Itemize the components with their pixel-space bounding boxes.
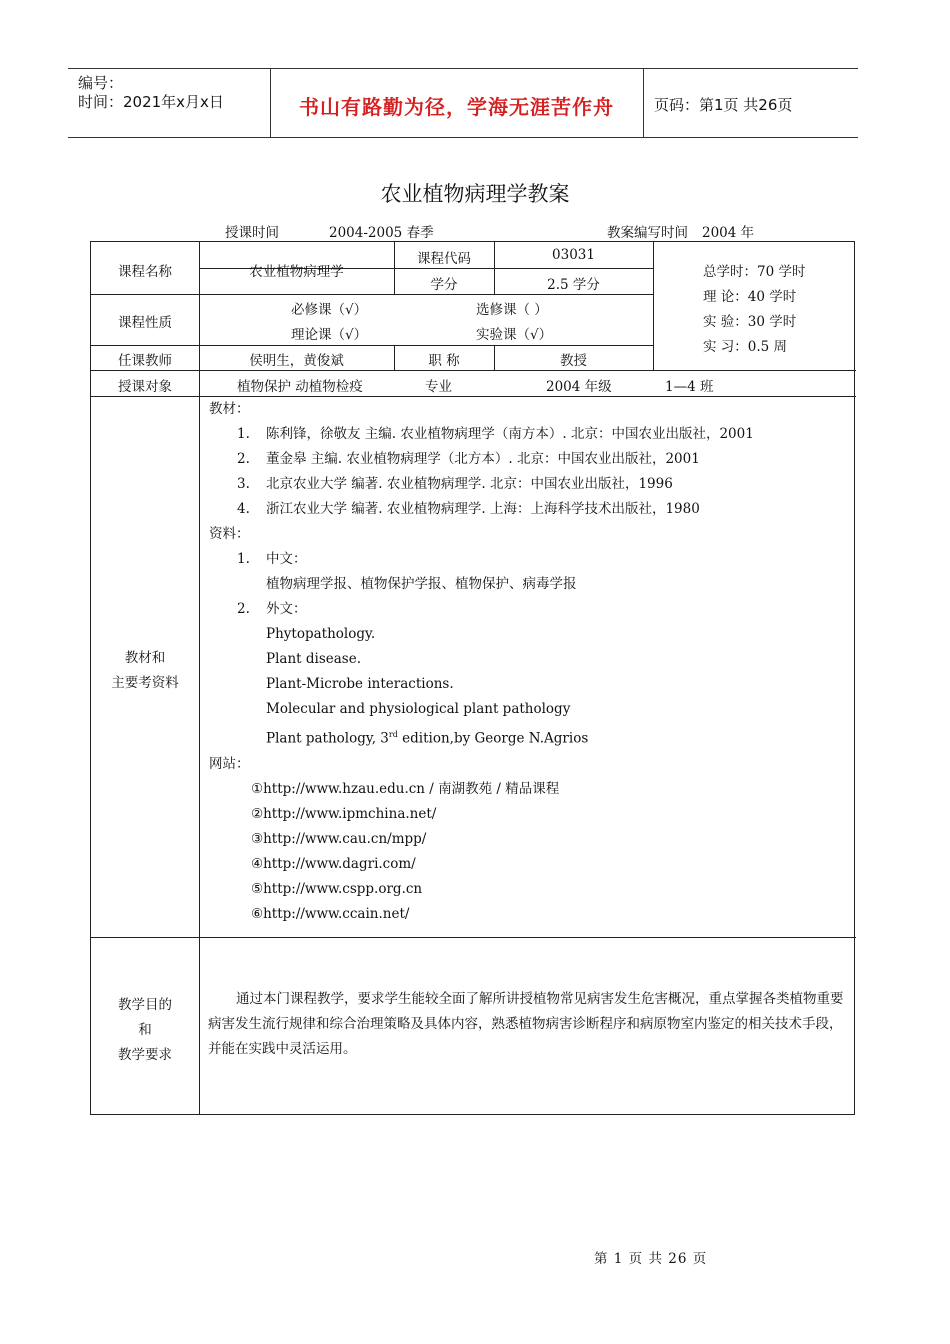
website-link[interactable]: ⑤http://www.cspp.org.cn [251, 880, 423, 897]
materials-label-1: 教材和 [124, 650, 166, 666]
theory-hours: 理 论：40 学时 [703, 289, 797, 305]
grid-line [199, 242, 200, 1114]
textbooks-label: 教材： [209, 401, 250, 417]
list-number: 2. [237, 451, 250, 467]
materials-label-2: 主要考资料 [111, 675, 179, 691]
refs-en-label: 外文： [266, 601, 307, 617]
header-center-cell [270, 69, 644, 137]
target-majors: 植物保护 动植物检疫 [237, 379, 363, 395]
website-link[interactable]: ③http://www.cau.cn/mpp/ [251, 830, 427, 847]
materials-content [209, 397, 754, 927]
teach-time-label: 授课时间 [225, 225, 279, 241]
nature-elective: 选修课（ ） [476, 302, 548, 318]
target-classes: 1—4 班 [665, 379, 714, 395]
practice-hours: 实 习：0.5 周 [703, 339, 788, 355]
refs-en-item: Phytopathology. [266, 626, 376, 642]
refs-en-heading [209, 597, 754, 622]
refs-en-last-sup: rd [388, 730, 398, 739]
teach-time-field [279, 221, 501, 242]
textbook-text: 董金皋 主编. 农业植物病理学（北方本）. 北京：中国农业出版社，2001 [266, 451, 700, 467]
list-number: 2. [237, 601, 250, 617]
refs-label: 资料： [209, 526, 250, 542]
grid-line [91, 294, 653, 295]
teacher-label: 任课教师 [118, 353, 172, 369]
website-link[interactable]: ④http://www.dagri.com/ [251, 855, 416, 872]
purpose-label-3: 教学要求 [118, 1047, 172, 1063]
prepare-time-label: 教案编写时间 [607, 225, 688, 241]
prepare-time-field [688, 221, 842, 242]
websites-label: 网站： [209, 755, 250, 772]
credit-value: 2.5 学分 [547, 277, 600, 293]
document-title: 农业植物病理学教案 [380, 182, 570, 206]
website-link[interactable]: ⑥http://www.ccain.net/ [251, 905, 410, 922]
grid-line [91, 937, 856, 938]
purpose-label-1: 教学目的 [118, 997, 172, 1013]
refs-en-last-post: edition,by George N.Agrios [397, 730, 589, 747]
header-code-label: 编号： [78, 74, 124, 92]
header-right-cell [644, 69, 858, 137]
course-code-label: 课程代码 [417, 251, 471, 267]
course-name-label: 课程名称 [118, 264, 172, 280]
course-code-value: 03031 [552, 247, 595, 263]
header-time-label: 时间：2021年x月x日 [78, 93, 224, 111]
refs-en-item: Plant-Microbe interactions. [266, 676, 454, 692]
textbook-text: 陈利锋，徐敬友 主编. 农业植物病理学（南方本）. 北京：中国农业出版社，2001 [266, 426, 754, 442]
header-motto: 书山有路勤为径，学海无涯苦作舟 [299, 95, 614, 119]
textbook-item [209, 497, 754, 522]
grid-line [91, 370, 856, 371]
total-hours: 总学时：70 学时 [703, 264, 806, 280]
textbook-item [209, 472, 754, 497]
target-grade: 2004 年级 [546, 379, 612, 395]
nature-lab: 实验课（√） [476, 327, 553, 343]
header-left-cell [68, 69, 271, 137]
target-label: 授课对象 [118, 379, 172, 395]
list-number: 1. [237, 551, 250, 567]
refs-en-last-pre: Plant pathology, 3 [266, 730, 389, 747]
textbook-text: 浙江农业大学 编著. 农业植物病理学. 上海：上海科学技术出版社，1980 [266, 501, 700, 517]
purpose-label-2: 和 [138, 1022, 152, 1038]
textbook-item [209, 422, 754, 447]
textbook-text: 北京农业大学 编著. 农业植物病理学. 北京：中国农业出版社，1996 [266, 476, 673, 492]
teacher-value: 侯明生，黄俊斌 [249, 353, 344, 369]
page-header [68, 68, 858, 138]
job-title-value: 教授 [560, 353, 587, 369]
purpose-text: 通过本门课程教学，要求学生能较全面了解所讲授植物常见病害发生危害概况，重点掌握各类植物重要病害发生流行规律和综合治理策略及具体内容，熟悉植物病害诊断程序和病原物室内鉴定的相关技术手段，并能在实践中灵活运用。 [208, 991, 844, 1057]
target-major-label: 专业 [425, 379, 452, 395]
header-page-label: 页码：第1页 共26页 [654, 96, 793, 114]
experiment-hours: 实 验：30 学时 [703, 314, 797, 330]
course-table [90, 241, 855, 1115]
prepare-time-value: 2004 年 [702, 225, 755, 241]
nature-required: 必修课（√） [291, 302, 368, 318]
grid-line [653, 242, 654, 370]
list-number: 3. [237, 476, 250, 492]
textbook-item [209, 447, 754, 472]
page-footer: 第 1 页 共 26 页 [594, 1251, 708, 1267]
course-name-value: 农业植物病理学 [249, 264, 344, 280]
course-nature-label: 课程性质 [118, 315, 172, 331]
credit-label: 学分 [430, 277, 458, 293]
refs-en-item: Plant disease. [266, 651, 361, 667]
refs-en-item [209, 722, 754, 752]
refs-en-item: Molecular and physiological plant pathology [266, 701, 571, 717]
prepare-time [607, 221, 842, 242]
website-link[interactable]: ①http://www.hzau.edu.cn / 南湖教苑 / 精品课程 [251, 780, 560, 797]
refs-cn-heading [209, 547, 754, 572]
nature-theory: 理论课（√） [291, 327, 368, 343]
job-title-label: 职 称 [428, 353, 460, 369]
list-number: 1. [237, 426, 250, 442]
grid-line [91, 345, 653, 346]
website-link[interactable]: ②http://www.ipmchina.net/ [251, 805, 437, 822]
refs-cn-list: 植物病理学报、植物保护学报、植物保护、病毒学报 [266, 576, 577, 592]
teach-time-value: 2004-2005 春季 [329, 225, 434, 241]
refs-cn-label: 中文： [266, 551, 307, 567]
teach-time [225, 221, 501, 242]
list-number: 4. [237, 501, 250, 517]
